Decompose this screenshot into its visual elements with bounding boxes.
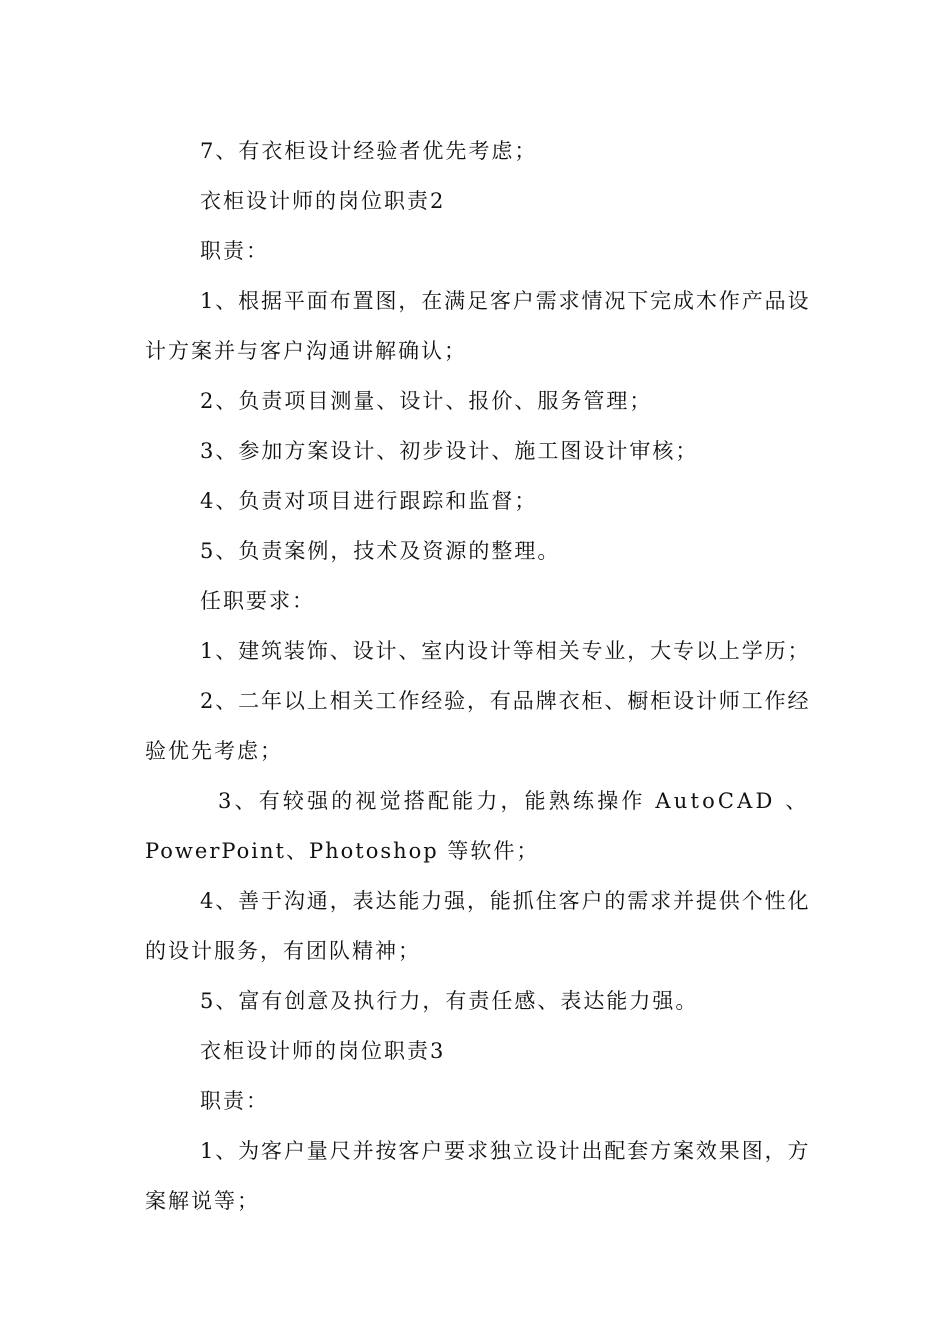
text-line-duty-5: 5、负责案例，技术及资源的整理。 <box>200 539 561 563</box>
duties-heading: 职责： <box>200 239 269 263</box>
section-heading-3: 衣柜设计师的岗位职责3 <box>200 1039 446 1063</box>
text-line-duty-1a: 1、根据平面布置图，在满足客户需求情况下完成木作产品设 <box>200 289 811 313</box>
section-heading-2: 衣柜设计师的岗位职责2 <box>200 189 446 213</box>
text-line-duty3-1a: 1、为客户量尺并按客户要求独立设计出配套方案效果图，方 <box>200 1139 811 1163</box>
text-line-req-3a: 3、有较强的视觉搭配能力，能熟练操作 AutoCAD 、 <box>218 789 810 813</box>
text-line-duty-2: 2、负责项目测量、设计、报价、服务管理； <box>200 389 653 413</box>
text-line-duty-4: 4、负责对项目进行跟踪和监督； <box>200 489 538 513</box>
duties-heading-3: 职责： <box>200 1089 269 1113</box>
text-line-requirement-7: 7、有衣柜设计经验者优先考虑； <box>200 139 538 163</box>
text-line-req-2b: 验优先考虑； <box>145 739 283 763</box>
requirements-heading: 任职要求： <box>200 589 315 613</box>
text-line-duty-3: 3、参加方案设计、初步设计、施工图设计审核； <box>200 439 699 463</box>
text-line-req-4b: 的设计服务，有团队精神； <box>145 939 421 963</box>
text-line-duty-1b: 计方案并与客户沟通讲解确认； <box>145 339 467 363</box>
text-line-req-3b: PowerPoint、Photoshop 等软件； <box>145 839 540 863</box>
text-line-req-2a: 2、二年以上相关工作经验，有品牌衣柜、橱柜设计师工作经 <box>200 689 811 713</box>
text-line-duty3-1b: 案解说等； <box>145 1189 260 1213</box>
text-line-req-5: 5、富有创意及执行力，有责任感、表达能力强。 <box>200 989 699 1013</box>
text-line-req-4a: 4、善于沟通，表达能力强，能抓住客户的需求并提供个性化 <box>200 889 811 913</box>
text-line-req-1: 1、建筑装饰、设计、室内设计等相关专业，大专以上学历； <box>200 639 811 663</box>
